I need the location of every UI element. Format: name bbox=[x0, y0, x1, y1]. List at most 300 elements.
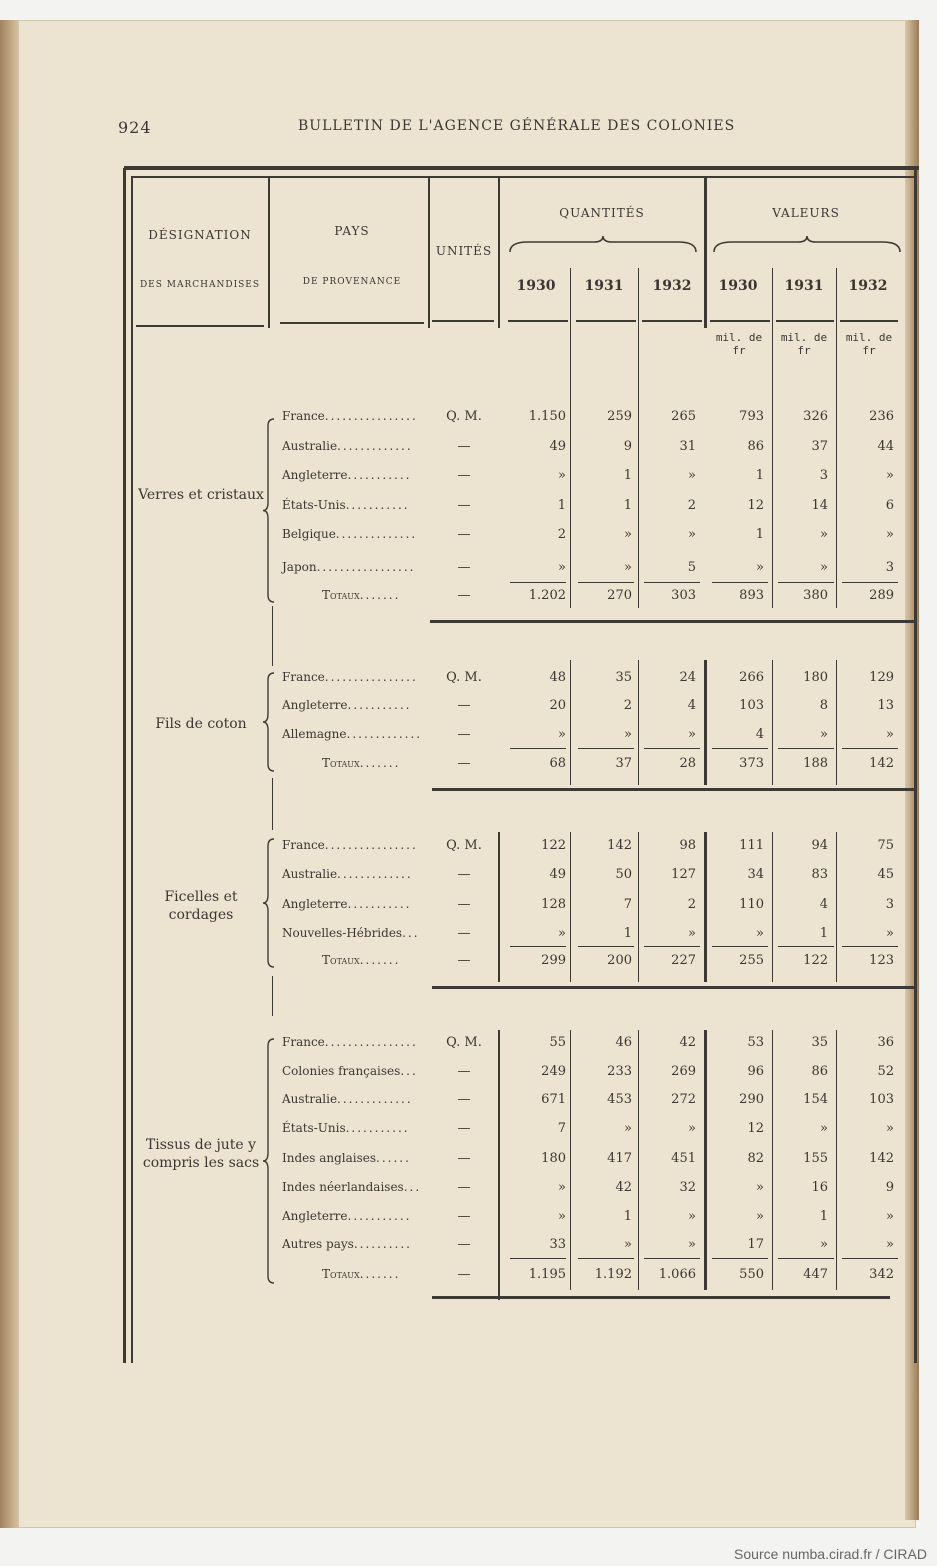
value-cell: 255 bbox=[739, 953, 764, 968]
value-cell: 111 bbox=[739, 838, 764, 853]
total-rule bbox=[644, 946, 700, 947]
value-cell: » bbox=[886, 926, 894, 941]
unit-cell: — bbox=[457, 1237, 471, 1252]
country-name-text: Australie bbox=[282, 1092, 338, 1106]
valeurs-header: VALEURS bbox=[772, 206, 840, 220]
group-brace bbox=[262, 418, 276, 603]
value-cell: 12 bbox=[747, 498, 764, 513]
country-name bbox=[282, 1151, 411, 1165]
value-cell: » bbox=[624, 1237, 632, 1252]
value-cell: 1 bbox=[557, 498, 566, 513]
value-cell: 227 bbox=[671, 953, 696, 968]
year-v-1932: 1932 bbox=[848, 278, 888, 294]
country-name bbox=[282, 560, 415, 574]
value-cell: 42 bbox=[679, 1035, 696, 1050]
value-cell: 24 bbox=[679, 670, 696, 685]
value-cell: 1 bbox=[623, 498, 632, 513]
unit-cell: — bbox=[457, 953, 471, 968]
total-label bbox=[322, 588, 400, 602]
value-cell: » bbox=[820, 560, 828, 575]
value-cell: 326 bbox=[803, 409, 828, 424]
running-header: BULLETIN DE L'AGENCE GÉNÉRALE DES COLONIES bbox=[298, 118, 736, 134]
value-cell: 447 bbox=[803, 1267, 828, 1282]
unit-cell: — bbox=[457, 560, 471, 575]
country-name bbox=[282, 698, 411, 712]
total-rule bbox=[578, 582, 634, 583]
value-cell: 44 bbox=[877, 439, 894, 454]
total-rule bbox=[644, 1258, 700, 1259]
value-cell: 45 bbox=[877, 867, 894, 882]
value-cell: 3 bbox=[885, 897, 894, 912]
total-rule bbox=[842, 748, 898, 749]
value-cell: 180 bbox=[541, 1151, 566, 1166]
value-cell: » bbox=[886, 1209, 894, 1224]
value-cell: 1 bbox=[755, 468, 764, 483]
total-rule bbox=[644, 748, 700, 749]
country-name-text: Nouvelles-Hébrides bbox=[282, 926, 403, 940]
country-name-text: Colonies françaises bbox=[282, 1064, 401, 1078]
value-cell: 142 bbox=[869, 1151, 894, 1166]
value-cell: 17 bbox=[747, 1237, 764, 1252]
country-name bbox=[282, 926, 420, 940]
total-rule bbox=[778, 1258, 834, 1259]
value-cell: 451 bbox=[671, 1151, 696, 1166]
country-name-text: Australie bbox=[282, 867, 338, 881]
value-cell: 14 bbox=[811, 498, 828, 513]
value-cell: » bbox=[820, 727, 828, 742]
country-name bbox=[282, 1237, 412, 1251]
value-cell: 550 bbox=[739, 1267, 764, 1282]
value-cell: 75 bbox=[877, 838, 894, 853]
value-cell: » bbox=[558, 727, 566, 742]
country-name-text: Indes anglaises bbox=[282, 1151, 377, 1165]
value-cell: 48 bbox=[549, 670, 566, 685]
value-cell: 180 bbox=[803, 670, 828, 685]
total-label-text: Totaux bbox=[322, 588, 360, 602]
year-q-1932: 1932 bbox=[652, 278, 692, 294]
value-cell: » bbox=[756, 1209, 764, 1224]
unit-cell: — bbox=[457, 1151, 471, 1166]
value-cell: 1 bbox=[623, 1209, 632, 1224]
value-cell: 34 bbox=[747, 867, 764, 882]
value-cell: 5 bbox=[687, 560, 696, 575]
value-cell: 46 bbox=[615, 1035, 632, 1050]
value-cell: 98 bbox=[679, 838, 696, 853]
country-name bbox=[282, 468, 411, 482]
value-cell: » bbox=[624, 527, 632, 542]
value-cell: 49 bbox=[549, 439, 566, 454]
value-cell: 265 bbox=[671, 409, 696, 424]
leader-dots: ........... bbox=[345, 498, 410, 512]
group-designation: Fils de coton bbox=[155, 716, 247, 732]
total-label-text: Totaux bbox=[322, 1267, 360, 1281]
value-cell: 1.066 bbox=[658, 1267, 696, 1282]
value-cell: 7 bbox=[557, 1121, 566, 1136]
value-cell: 142 bbox=[607, 838, 632, 853]
leader-dots: ....... bbox=[359, 756, 401, 770]
value-cell: 37 bbox=[615, 756, 632, 771]
value-cell: 7 bbox=[623, 897, 632, 912]
value-cell: 893 bbox=[739, 588, 764, 603]
value-cell: » bbox=[558, 1209, 566, 1224]
value-cell: » bbox=[624, 560, 632, 575]
group-brace bbox=[262, 838, 276, 968]
total-rule bbox=[712, 1258, 768, 1259]
value-cell: 142 bbox=[869, 756, 894, 771]
unit-cell: — bbox=[457, 1267, 471, 1282]
page-number: 924 bbox=[118, 118, 152, 137]
value-cell: 16 bbox=[811, 1180, 828, 1195]
leader-dots: ....... bbox=[359, 588, 401, 602]
unit-cell: Q. M. bbox=[446, 409, 482, 424]
country-name-text: Belgique bbox=[282, 527, 336, 541]
value-cell: 200 bbox=[607, 953, 632, 968]
value-cell: 1.192 bbox=[594, 1267, 632, 1282]
value-cell: 2 bbox=[623, 698, 632, 713]
unit-cell: — bbox=[457, 756, 471, 771]
value-cell: 3 bbox=[885, 560, 894, 575]
value-cell: 269 bbox=[671, 1064, 696, 1079]
leader-dots: .............. bbox=[335, 527, 418, 541]
country-name-text: États-Unis bbox=[282, 1121, 346, 1135]
country-name bbox=[282, 727, 422, 741]
value-cell: » bbox=[820, 1121, 828, 1136]
unit-cell: — bbox=[457, 867, 471, 882]
total-label-text: Totaux bbox=[322, 756, 360, 770]
value-cell: 233 bbox=[607, 1064, 632, 1079]
value-cell: 4 bbox=[687, 698, 696, 713]
value-unit-1930: mil. de fr bbox=[715, 331, 763, 357]
leader-dots: ................. bbox=[316, 560, 416, 574]
country-name-text: États-Unis bbox=[282, 498, 346, 512]
leader-dots: ............. bbox=[337, 867, 413, 881]
group-designation: Verres et cristaux bbox=[138, 487, 264, 503]
leader-dots: ........... bbox=[347, 1209, 412, 1223]
value-cell: » bbox=[886, 468, 894, 483]
unit-cell: — bbox=[457, 897, 471, 912]
total-rule bbox=[712, 582, 768, 583]
value-cell: » bbox=[688, 926, 696, 941]
value-cell: 4 bbox=[755, 727, 764, 742]
unit-cell: — bbox=[457, 698, 471, 713]
value-cell: 128 bbox=[541, 897, 566, 912]
total-rule bbox=[578, 1258, 634, 1259]
value-cell: 3 bbox=[819, 468, 828, 483]
unit-cell: — bbox=[457, 727, 471, 742]
value-cell: » bbox=[756, 926, 764, 941]
leader-dots: ............. bbox=[337, 439, 413, 453]
value-cell: 266 bbox=[739, 670, 764, 685]
value-cell: 33 bbox=[549, 1237, 566, 1252]
value-unit-1932: mil. de fr bbox=[845, 331, 893, 357]
country-name bbox=[282, 409, 418, 423]
value-cell: 2 bbox=[557, 527, 566, 542]
value-cell: 8 bbox=[819, 698, 828, 713]
value-cell: » bbox=[558, 926, 566, 941]
total-rule bbox=[510, 946, 566, 947]
unit-cell: — bbox=[457, 1064, 471, 1079]
value-cell: » bbox=[688, 1121, 696, 1136]
valeurs-brace bbox=[712, 234, 902, 256]
leader-dots: ....... bbox=[359, 953, 401, 967]
value-cell: 290 bbox=[739, 1092, 764, 1107]
quantites-header: QUANTITÉS bbox=[559, 206, 645, 220]
country-name-text: Autres pays bbox=[282, 1237, 354, 1251]
value-cell: 55 bbox=[549, 1035, 566, 1050]
group-designation: Ficelles et cordages bbox=[164, 889, 238, 923]
total-rule bbox=[842, 946, 898, 947]
value-cell: » bbox=[688, 1237, 696, 1252]
unit-cell: Q. M. bbox=[446, 670, 482, 685]
value-cell: 103 bbox=[869, 1092, 894, 1107]
leader-dots: ...... bbox=[376, 1151, 411, 1165]
value-cell: 188 bbox=[803, 756, 828, 771]
total-label bbox=[322, 953, 400, 967]
leader-dots: ... bbox=[402, 926, 420, 940]
value-cell: » bbox=[558, 560, 566, 575]
country-name bbox=[282, 897, 411, 911]
total-rule bbox=[578, 946, 634, 947]
value-cell: 83 bbox=[811, 867, 828, 882]
total-rule bbox=[778, 582, 834, 583]
value-cell: 1 bbox=[819, 1209, 828, 1224]
country-name-text: Angleterre bbox=[282, 698, 348, 712]
country-name-text: France bbox=[282, 670, 325, 684]
value-cell: » bbox=[688, 1209, 696, 1224]
country-name bbox=[282, 498, 410, 512]
value-cell: » bbox=[558, 468, 566, 483]
total-rule bbox=[644, 582, 700, 583]
value-cell: » bbox=[886, 1121, 894, 1136]
unit-cell: Q. M. bbox=[446, 1035, 482, 1050]
value-cell: 86 bbox=[747, 439, 764, 454]
pays-subheader: DE PROVENANCE bbox=[302, 277, 402, 287]
value-cell: 380 bbox=[803, 588, 828, 603]
value-cell: » bbox=[820, 527, 828, 542]
value-cell: 299 bbox=[541, 953, 566, 968]
year-q-1931: 1931 bbox=[584, 278, 624, 294]
country-name bbox=[282, 1209, 411, 1223]
total-rule bbox=[712, 946, 768, 947]
value-cell: » bbox=[688, 527, 696, 542]
country-name-text: France bbox=[282, 409, 325, 423]
leader-dots: ................ bbox=[324, 838, 418, 852]
value-cell: 1 bbox=[623, 468, 632, 483]
value-cell: 373 bbox=[739, 756, 764, 771]
unit-cell: — bbox=[457, 926, 471, 941]
country-name-text: Japon bbox=[282, 560, 317, 574]
total-label bbox=[322, 756, 400, 770]
year-v-1931: 1931 bbox=[784, 278, 824, 294]
unit-cell: — bbox=[457, 498, 471, 513]
value-cell: 1.195 bbox=[528, 1267, 566, 1282]
value-cell: 28 bbox=[679, 756, 696, 771]
value-cell: 270 bbox=[607, 588, 632, 603]
value-cell: » bbox=[688, 727, 696, 742]
total-rule bbox=[510, 582, 566, 583]
value-cell: » bbox=[624, 727, 632, 742]
value-cell: 86 bbox=[811, 1064, 828, 1079]
value-cell: 249 bbox=[541, 1064, 566, 1079]
value-cell: 35 bbox=[811, 1035, 828, 1050]
leader-dots: ........... bbox=[347, 468, 412, 482]
value-cell: » bbox=[756, 560, 764, 575]
unites-header: UNITÉS bbox=[435, 244, 493, 258]
country-name-text: France bbox=[282, 1035, 325, 1049]
value-cell: 36 bbox=[877, 1035, 894, 1050]
value-cell: 272 bbox=[671, 1092, 696, 1107]
value-cell: 32 bbox=[679, 1180, 696, 1195]
value-cell: » bbox=[886, 1237, 894, 1252]
leader-dots: ........... bbox=[347, 897, 412, 911]
value-cell: 303 bbox=[671, 588, 696, 603]
value-cell: » bbox=[820, 1237, 828, 1252]
country-name bbox=[282, 670, 418, 684]
value-cell: 453 bbox=[607, 1092, 632, 1107]
country-name-text: Angleterre bbox=[282, 468, 348, 482]
unit-cell: — bbox=[457, 588, 471, 603]
total-rule bbox=[510, 748, 566, 749]
unit-cell: — bbox=[457, 1092, 471, 1107]
value-cell: 50 bbox=[615, 867, 632, 882]
leader-dots: ................ bbox=[324, 670, 418, 684]
value-cell: » bbox=[624, 1121, 632, 1136]
leader-dots: ............. bbox=[346, 727, 423, 741]
country-name-text: Allemagne bbox=[282, 727, 347, 741]
value-unit-1931: mil. de fr bbox=[780, 331, 828, 357]
country-name bbox=[282, 1092, 413, 1106]
value-cell: 68 bbox=[549, 756, 566, 771]
value-cell: 1 bbox=[755, 527, 764, 542]
leader-dots: ................ bbox=[324, 1035, 418, 1049]
country-name-text: Indes néerlandaises bbox=[282, 1180, 404, 1194]
unit-cell: — bbox=[457, 439, 471, 454]
unit-cell: — bbox=[457, 1209, 471, 1224]
leader-dots: ....... bbox=[359, 1267, 401, 1281]
unit-cell: — bbox=[457, 1121, 471, 1136]
total-rule bbox=[778, 946, 834, 947]
value-cell: 259 bbox=[607, 409, 632, 424]
pays-header: PAYS bbox=[334, 224, 370, 238]
country-name bbox=[282, 1035, 418, 1049]
value-cell: 9 bbox=[885, 1180, 894, 1195]
leader-dots: ........... bbox=[347, 698, 412, 712]
value-cell: 53 bbox=[747, 1035, 764, 1050]
value-cell: 1 bbox=[623, 926, 632, 941]
value-cell: 9 bbox=[623, 439, 632, 454]
quantites-brace bbox=[508, 234, 698, 256]
year-q-1930: 1930 bbox=[516, 278, 556, 294]
value-cell: » bbox=[886, 727, 894, 742]
value-cell: » bbox=[688, 468, 696, 483]
leader-dots: ... bbox=[400, 1064, 418, 1078]
country-name bbox=[282, 527, 417, 541]
country-name-text: France bbox=[282, 838, 325, 852]
leader-dots: ............. bbox=[337, 1092, 413, 1106]
value-cell: 2 bbox=[687, 498, 696, 513]
value-cell: 793 bbox=[739, 409, 764, 424]
source-credit: Source numba.cirad.fr / CIRAD bbox=[734, 1546, 927, 1562]
total-label-text: Totaux bbox=[322, 953, 360, 967]
value-cell: 289 bbox=[869, 588, 894, 603]
value-cell: 122 bbox=[541, 838, 566, 853]
value-cell: 12 bbox=[747, 1121, 764, 1136]
value-cell: 417 bbox=[607, 1151, 632, 1166]
unit-cell: — bbox=[457, 527, 471, 542]
total-rule bbox=[712, 748, 768, 749]
value-cell: 1 bbox=[819, 926, 828, 941]
value-cell: 49 bbox=[549, 867, 566, 882]
leader-dots: .......... bbox=[353, 1237, 412, 1251]
country-name bbox=[282, 867, 413, 881]
total-rule bbox=[842, 582, 898, 583]
country-name-text: Angleterre bbox=[282, 897, 348, 911]
value-cell: 127 bbox=[671, 867, 696, 882]
value-cell: 96 bbox=[747, 1064, 764, 1079]
group-designation: Tissus de jute y compris les sacs bbox=[142, 1137, 260, 1171]
leader-dots: ................ bbox=[324, 409, 418, 423]
value-cell: 42 bbox=[615, 1180, 632, 1195]
value-cell: 31 bbox=[679, 439, 696, 454]
value-cell: 13 bbox=[877, 698, 894, 713]
value-cell: 20 bbox=[549, 698, 566, 713]
value-cell: » bbox=[558, 1180, 566, 1195]
country-name bbox=[282, 1180, 421, 1194]
value-cell: 122 bbox=[803, 953, 828, 968]
value-cell: 35 bbox=[615, 670, 632, 685]
page-edge bbox=[0, 20, 20, 1528]
leader-dots: ........... bbox=[345, 1121, 410, 1135]
group-brace bbox=[262, 672, 276, 772]
value-cell: 82 bbox=[747, 1151, 764, 1166]
country-name bbox=[282, 439, 413, 453]
total-rule bbox=[842, 1258, 898, 1259]
country-name-text: Angleterre bbox=[282, 1209, 348, 1223]
value-cell: 94 bbox=[811, 838, 828, 853]
total-label bbox=[322, 1267, 400, 1281]
value-cell: » bbox=[886, 527, 894, 542]
unit-cell: — bbox=[457, 1180, 471, 1195]
value-cell: 342 bbox=[869, 1267, 894, 1282]
country-name bbox=[282, 1121, 410, 1135]
total-rule bbox=[510, 1258, 566, 1259]
group-brace bbox=[262, 1038, 276, 1284]
value-cell: 103 bbox=[739, 698, 764, 713]
country-name-text: Australie bbox=[282, 439, 338, 453]
value-cell: 4 bbox=[819, 897, 828, 912]
country-name bbox=[282, 1064, 418, 1078]
value-cell: 155 bbox=[803, 1151, 828, 1166]
leader-dots: ... bbox=[403, 1180, 422, 1194]
year-v-1930: 1930 bbox=[718, 278, 758, 294]
unit-cell: Q. M. bbox=[446, 838, 482, 853]
total-rule bbox=[778, 748, 834, 749]
country-name bbox=[282, 838, 418, 852]
value-cell: 1.202 bbox=[528, 588, 566, 603]
value-cell: 123 bbox=[869, 953, 894, 968]
value-cell: 671 bbox=[541, 1092, 566, 1107]
value-cell: 1.150 bbox=[528, 409, 566, 424]
value-cell: 2 bbox=[687, 897, 696, 912]
designation-subheader: DES MARCHANDISES bbox=[139, 280, 261, 290]
value-cell: 6 bbox=[885, 498, 894, 513]
value-cell: 129 bbox=[869, 670, 894, 685]
total-rule bbox=[578, 748, 634, 749]
designation-header: DÉSIGNATION bbox=[148, 228, 252, 242]
value-cell: 37 bbox=[811, 439, 828, 454]
value-cell: 236 bbox=[869, 409, 894, 424]
value-cell: 52 bbox=[877, 1064, 894, 1079]
